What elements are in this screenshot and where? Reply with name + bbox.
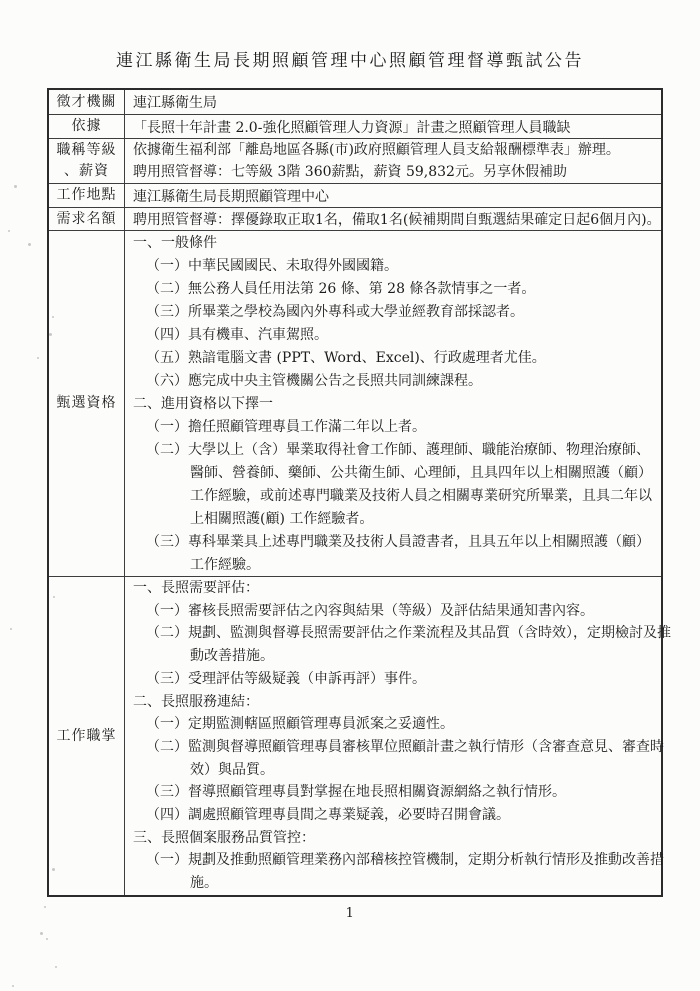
text-line: 「長照十年計畫 2.0-強化照顧管理人力資源」計畫之照顧管理人員職缺 xyxy=(133,119,571,136)
text-line: 施。 xyxy=(190,875,218,892)
scan-speck xyxy=(40,932,43,935)
row-agency xyxy=(49,90,661,115)
text-line: （一）中華民國國民、未取得外國國籍。 xyxy=(146,258,398,274)
text-line: （三）所畢業之學校為國內外專科或大學並經教育部採認者。 xyxy=(146,304,524,320)
text-line: （六）應完成中央主管機關公告之長照共同訓練課程。 xyxy=(146,373,482,389)
text-line: 工作經驗，或前述專門職業及技術人員之相關專業研究所畢業，且具二年以 xyxy=(190,488,652,504)
row-label: 甄選資格 xyxy=(49,231,125,576)
row-content xyxy=(125,139,661,183)
text-line: （二）大學以上（含）畢業取得社會工作師、護理師、職能治療師、物理治療師、 xyxy=(146,442,650,458)
text-line: 聘用照管督導：擇優錄取正取1名，備取1名(候補期間自甄選結果確定日起6個月內)。 xyxy=(133,212,661,228)
text-line: 工作經驗。 xyxy=(190,557,260,573)
text-line: 一、長照需要評估： xyxy=(133,580,259,596)
scan-speck xyxy=(49,333,52,336)
scan-speck xyxy=(10,628,12,630)
row-label: 徵才機關 xyxy=(49,90,125,114)
row-location xyxy=(49,184,661,208)
text-line: （一）審核長照需要評估之內容與結果（等級）及評估結果通知書內容。 xyxy=(146,602,594,619)
row-quota xyxy=(49,208,661,231)
text-line: 聘用照管督導：七等級 3階 360薪點，薪資 59,832元。另享休假補助 xyxy=(133,164,567,180)
scan-speck xyxy=(52,316,54,318)
text-line: （三）受理評估等級疑義（申訴再評）事件。 xyxy=(146,670,426,687)
row-label xyxy=(49,139,125,183)
scan-speck xyxy=(37,357,39,359)
text-line: （二）規劃、監測與督導長照需要評估之作業流程及其品質（含時效），定期檢討及推 xyxy=(146,625,671,642)
text-line: （三）督導照顧管理專員對掌握在地長照相關資源網絡之執行情形。 xyxy=(146,784,566,801)
text-line: 三、長照個案服務品質管控： xyxy=(133,829,315,846)
text-line: 上相關照護(顧) 工作經驗者。 xyxy=(190,511,374,527)
row-label: 需求名額 xyxy=(49,208,125,230)
text-line: 二、長照服務連結： xyxy=(133,693,259,710)
row-label: 工作地點 xyxy=(49,184,125,207)
text-line: 連江縣衛生局長期照顧管理中心 xyxy=(133,188,329,205)
text-line: （二）監測與督導照顧管理專員審核單位照顧計畫之執行情形（含審查意見、審查時 xyxy=(146,738,664,755)
text-line: 一、一般條件 xyxy=(133,235,217,251)
page-title: 連江縣衛生局長期照顧管理中心照顧管理督導甄試公告 xyxy=(116,51,584,71)
scan-speck xyxy=(58,394,61,397)
text-line: （四）具有機車、汽車駕照。 xyxy=(146,327,328,343)
label-line: 、薪資 xyxy=(64,163,109,179)
row-content xyxy=(125,115,661,138)
text-line: 醫師、營養師、藥師、公共衛生師、心理師，且具四年以上相關照護（顧） xyxy=(190,465,652,481)
scan-speck xyxy=(53,596,55,598)
row-content xyxy=(125,231,661,576)
scan-speck xyxy=(14,185,17,188)
text-line: 二、進用資格以下擇一 xyxy=(133,396,273,412)
scan-speck xyxy=(44,906,46,908)
row-content xyxy=(125,208,661,230)
scan-speck xyxy=(55,966,57,968)
scan-speck xyxy=(12,985,14,987)
text-line: 依據衛生福利部「離島地區各縣(市)政府照顧管理人員支給報酬標準表」辦理。 xyxy=(133,142,620,158)
text-line: 連江縣衛生局 xyxy=(133,95,217,111)
text-line: 效）與品質。 xyxy=(190,761,274,778)
label-line: 職稱等級 xyxy=(56,142,117,158)
row-duties xyxy=(49,577,671,895)
row-basis xyxy=(49,115,661,139)
text-line: （一）規劃及推動照顧管理業務內部稽核控管機制，定期分析執行情形及推動改善措 xyxy=(146,852,664,869)
announcement-table xyxy=(47,88,671,897)
row-content xyxy=(125,184,661,207)
page-number: 1 xyxy=(345,906,355,921)
scan-speck xyxy=(8,230,10,232)
text-line: （一）擔任照顧管理專員工作滿二年以上者。 xyxy=(146,419,426,435)
scan-speck xyxy=(28,243,31,246)
row-qualifications xyxy=(49,231,661,577)
text-line: （五）熟諳電腦文書 (PPT、Word、Excel)、行政處理者尤佳。 xyxy=(146,350,546,366)
text-line: （四）調處照顧管理專員間之專業疑義，必要時召開會議。 xyxy=(146,807,510,824)
text-line: 動改善措施。 xyxy=(190,648,274,665)
text-line: （二）無公務人員任用法第 26 條、第 28 條各款情事之一者。 xyxy=(146,281,536,297)
text-line: （一）定期監測轄區照顧管理專員派案之妥適性。 xyxy=(146,716,454,733)
row-label: 依據 xyxy=(49,115,125,138)
row-content xyxy=(125,90,661,114)
scan-speck xyxy=(52,868,55,871)
row-content xyxy=(125,577,671,895)
row-rank-salary xyxy=(49,139,661,184)
scan-speck xyxy=(46,938,48,940)
text-line: （三）專科畢業具上述專門職業及技術人員證書者，且具五年以上相關照護（顧） xyxy=(146,534,650,550)
row-label: 工作職掌 xyxy=(49,577,125,895)
